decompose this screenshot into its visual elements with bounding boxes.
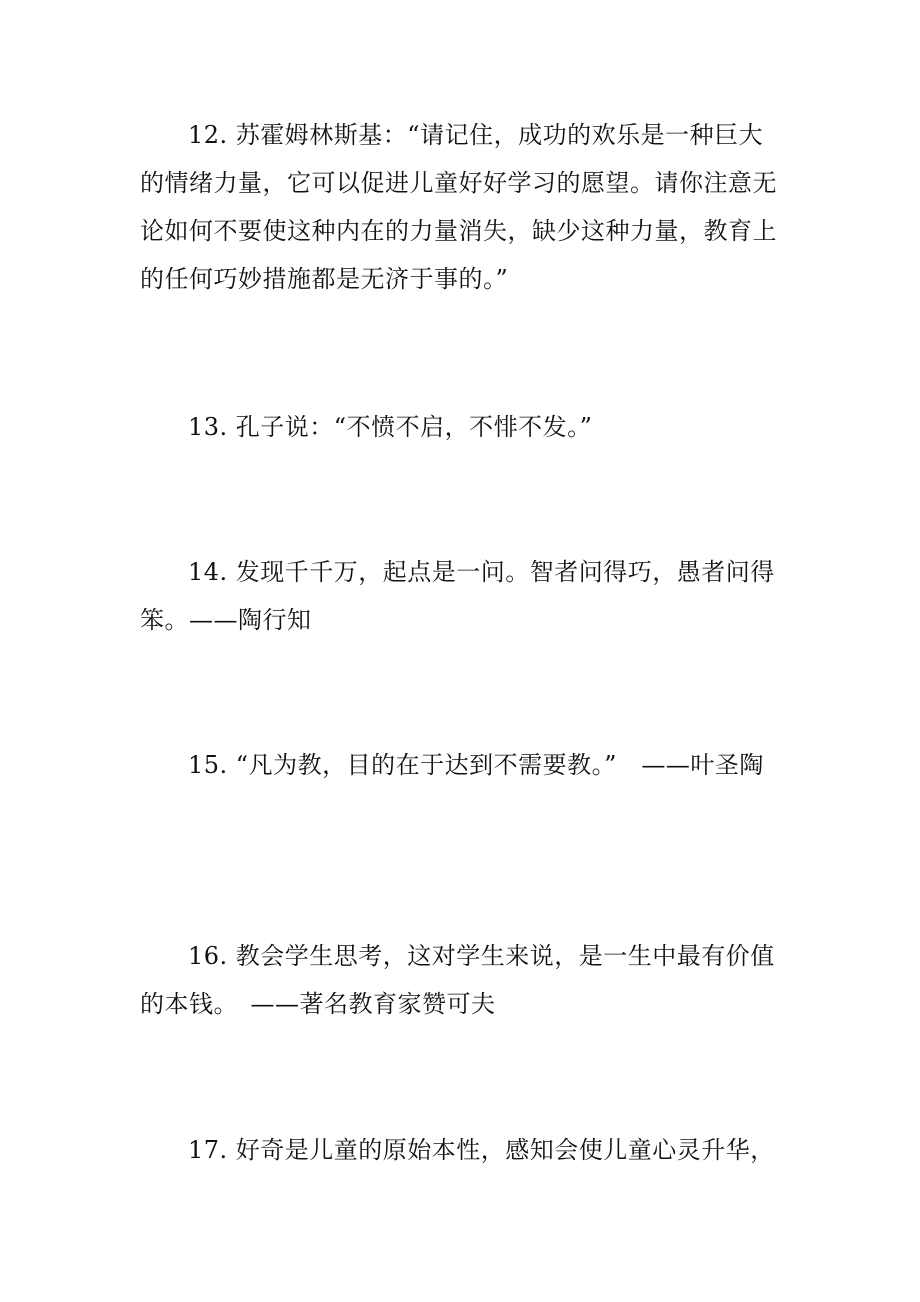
quote-paragraph-17: 17. 好奇是儿童的原始本性，感知会使儿童心灵升华， [188,1136,775,1164]
quote-paragraph-15: 15. “凡为教，目的在于达到不需要教。” ——叶圣陶 [188,751,764,779]
quote-paragraph-14: 14. 发现千千万，起点是一问。智者问得巧，愚者问得笨。——陶行知 [140,558,775,634]
quote-paragraph-16: 16. 教会学生思考，这对学生来说，是一生中最有价值的本钱。 ——著名教育家赞可夫 [140,942,775,1018]
quote-paragraph-13: 13. 孔子说：“不愤不启，不悱不发。” [188,413,593,441]
quote-paragraph-12: 12. 苏霍姆林斯基：“请记住，成功的欢乐是一种巨大的情绪力量，它可以促进儿童好好学习的愿望。请你注意无论如何不要使这种内在的力量消失，缺少这种力量，教育上的任何巧妙措施都是无济于事的。” [140,121,777,293]
